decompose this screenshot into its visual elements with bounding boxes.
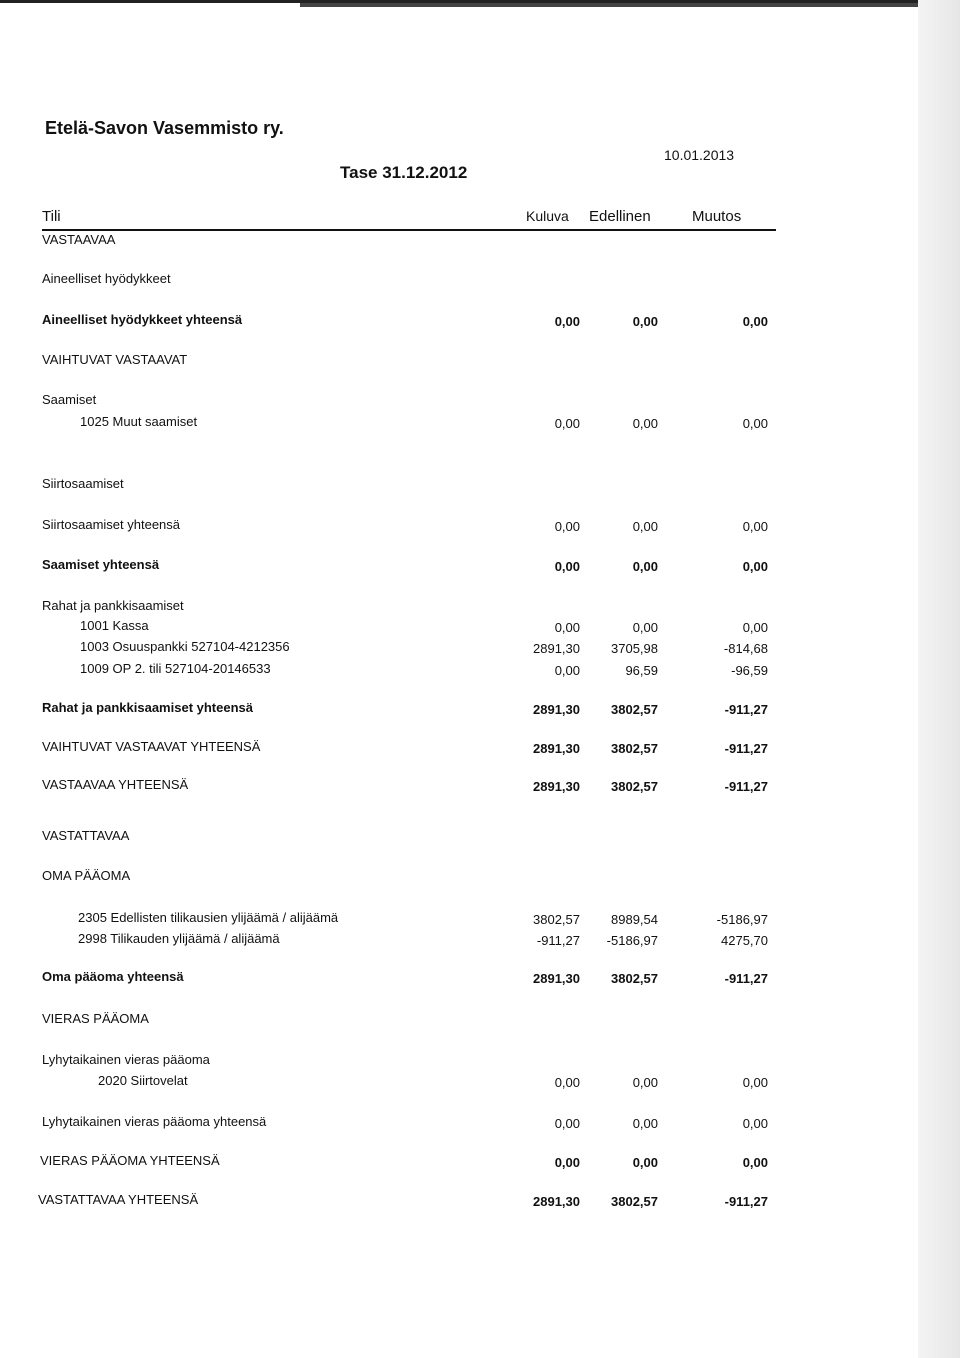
page-title: Tase 31.12.2012 [340, 163, 468, 182]
row-label: Saamiset [42, 392, 97, 407]
row-label: Rahat ja pankkisaamiset yhteensä [42, 700, 253, 715]
row-label: VAIHTUVAT VASTAAVAT [42, 352, 188, 367]
value-previous: 96,59 [625, 663, 658, 678]
value-change: -911,27 [724, 702, 768, 717]
row-label: Lyhytaikainen vieras pääoma [42, 1052, 210, 1067]
row-label: 1025 Muut saamiset [80, 414, 198, 429]
value-change: -96,59 [731, 663, 768, 678]
value-change: -814,68 [723, 641, 768, 656]
header-previous: Edellinen [589, 208, 651, 225]
value-previous: 0,00 [632, 1116, 658, 1131]
value-previous: -5186,97 [606, 933, 658, 948]
value-previous: 0,00 [632, 416, 658, 431]
row-label: Aineelliset hyödykkeet yhteensä [42, 312, 243, 327]
row-label: VIERAS PÄÄOMA YHTEENSÄ [40, 1153, 220, 1168]
value-change: -911,27 [724, 1194, 768, 1209]
row-label: Oma pääoma yhteensä [42, 969, 184, 984]
value-current: 0,00 [554, 416, 580, 431]
value-previous: 0,00 [632, 1075, 658, 1090]
value-change: 0,00 [742, 1116, 768, 1131]
row-label: VIERAS PÄÄOMA [42, 1011, 149, 1026]
row-label: 1003 Osuuspankki 527104-4212356 [80, 639, 290, 654]
value-current: 0,00 [554, 1116, 580, 1131]
value-previous: 3802,57 [611, 741, 658, 756]
value-previous: 3802,57 [611, 779, 658, 794]
value-previous: 3802,57 [611, 971, 658, 986]
value-previous: 3802,57 [611, 702, 658, 717]
value-current: 2891,30 [533, 741, 580, 756]
report-date: 10.01.2013 [664, 147, 735, 163]
value-change: 0,00 [742, 559, 768, 574]
value-current: 2891,30 [533, 702, 580, 717]
row-label: 2305 Edellisten tilikausien ylijäämä / alijäämä [78, 910, 339, 925]
value-change: 0,00 [742, 1075, 768, 1090]
row-label: 1009 OP 2. tili 527104-20146533 [80, 661, 271, 676]
row-label: VAIHTUVAT VASTAAVAT YHTEENSÄ [42, 739, 261, 754]
row-label: VASTAAVAA [42, 232, 116, 247]
header-account: Tili [42, 208, 61, 225]
value-previous: 0,00 [632, 519, 658, 534]
value-change: 0,00 [742, 1155, 768, 1170]
row-label: Siirtosaamiset [42, 476, 124, 491]
value-current: 0,00 [554, 519, 580, 534]
value-change: -911,27 [724, 971, 768, 986]
value-current: -911,27 [536, 933, 580, 948]
value-change: 0,00 [742, 416, 768, 431]
value-change: 0,00 [742, 620, 768, 635]
value-current: 0,00 [554, 314, 580, 329]
scan-edge-top-shadow [300, 3, 930, 7]
row-label: Rahat ja pankkisaamiset [42, 598, 184, 613]
row-label: VASTATTAVAA [42, 828, 130, 843]
value-change: 4275,70 [721, 933, 768, 948]
row-label: OMA PÄÄOMA [42, 868, 131, 883]
value-current: 0,00 [554, 620, 580, 635]
value-change: -911,27 [724, 779, 768, 794]
organization-name: Etelä-Savon Vasemmisto ry. [45, 118, 284, 138]
row-label: 2998 Tilikauden ylijäämä / alijäämä [78, 931, 280, 946]
header-change: Muutos [692, 208, 742, 225]
header-current: Kuluva [526, 208, 569, 224]
value-current: 0,00 [554, 1075, 580, 1090]
row-label: VASTATTAVAA YHTEENSÄ [38, 1192, 199, 1207]
value-current: 0,00 [554, 559, 580, 574]
value-current: 3802,57 [533, 912, 580, 927]
value-change: 0,00 [742, 519, 768, 534]
scan-edge-right [918, 0, 960, 1358]
value-previous: 0,00 [632, 1155, 658, 1170]
row-label: Aineelliset hyödykkeet [42, 271, 171, 286]
value-change: -5186,97 [716, 912, 768, 927]
value-previous: 3802,57 [611, 1194, 658, 1209]
value-current: 2891,30 [533, 779, 580, 794]
value-previous: 0,00 [632, 620, 658, 635]
row-label: 2020 Siirtovelat [98, 1073, 188, 1088]
value-current: 0,00 [554, 663, 580, 678]
value-change: 0,00 [742, 314, 768, 329]
value-current: 0,00 [554, 1155, 580, 1170]
header-rule [42, 229, 776, 231]
value-previous: 0,00 [632, 314, 658, 329]
row-label: Saamiset yhteensä [42, 557, 160, 572]
value-current: 2891,30 [533, 641, 580, 656]
row-label: Lyhytaikainen vieras pääoma yhteensä [42, 1114, 267, 1129]
row-label: 1001 Kassa [80, 618, 149, 633]
row-label: Siirtosaamiset yhteensä [42, 517, 181, 532]
value-current: 2891,30 [533, 971, 580, 986]
value-previous: 3705,98 [611, 641, 658, 656]
value-previous: 8989,54 [611, 912, 658, 927]
value-current: 2891,30 [533, 1194, 580, 1209]
row-label: VASTAAVAA YHTEENSÄ [42, 777, 189, 792]
value-change: -911,27 [724, 741, 768, 756]
value-previous: 0,00 [632, 559, 658, 574]
